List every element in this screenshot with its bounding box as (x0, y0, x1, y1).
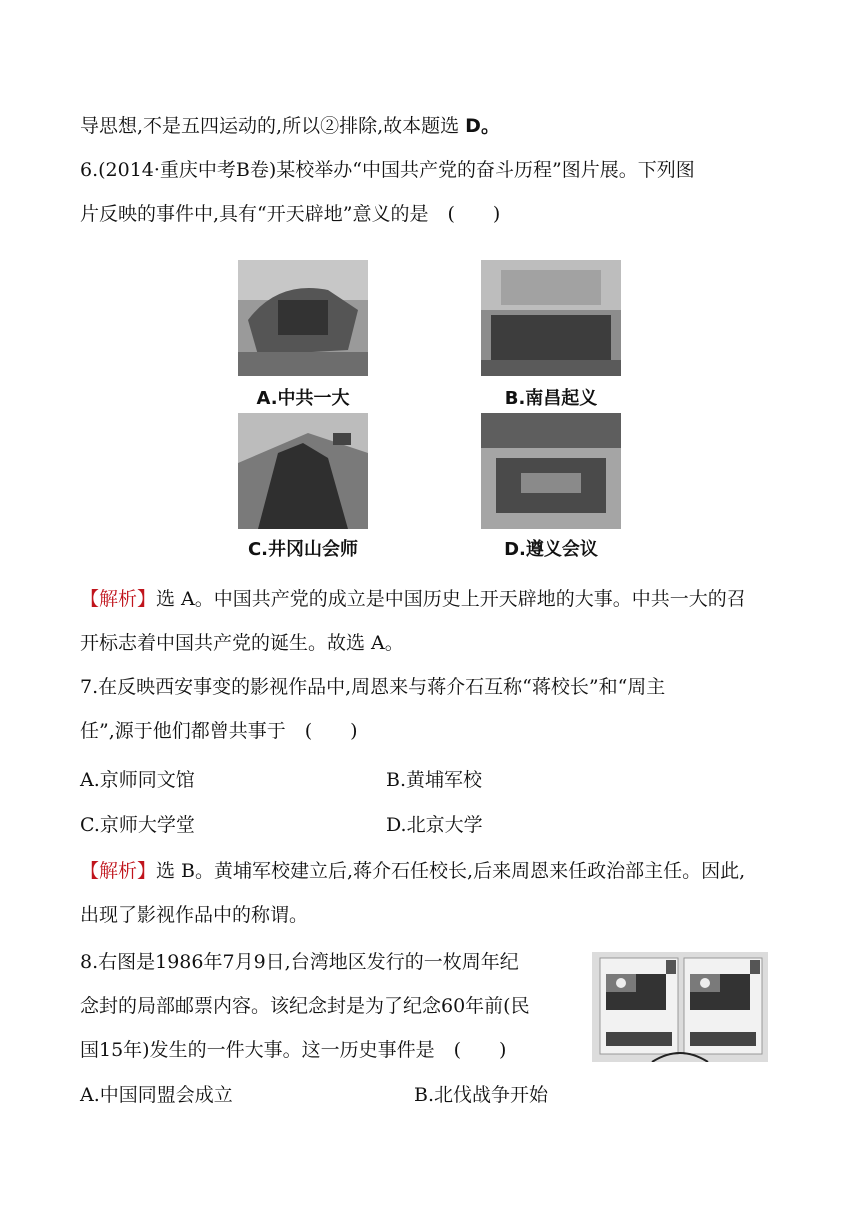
caption-d: D.遵义会议 (504, 539, 598, 560)
photo-c (238, 413, 368, 529)
caption-a: A.中共一大 (256, 388, 350, 409)
caption-c: C.井冈山会师 (247, 539, 359, 560)
text: 选 B。黄埔军校建立后,蒋介石任校长,后来周恩来任政治部主任。因此, (156, 860, 746, 882)
photo-b (481, 260, 621, 376)
q7-option-b: B.黄埔军校 (386, 769, 483, 791)
text: 导思想,不是五四运动的,所以②排除,故本题选 (80, 115, 466, 137)
analysis-tag: 【解析】 (80, 860, 157, 882)
question-8-line-1: 8.右图是1986年7月9日,台湾地区发行的一枚周年纪 (80, 951, 519, 973)
analysis-7-line-2: 出现了影视作品中的称谓。 (80, 904, 309, 926)
analysis-tag: 【解析】 (80, 588, 157, 610)
photo-d-art (481, 413, 621, 529)
line-1 (80, 112, 500, 140)
question-7-line-1: 7.在反映西安事变的影视作品中,周恩来与蒋介石互称“蒋校长”和“周主 (80, 676, 666, 698)
question-8-line-2: 念封的局部邮票内容。该纪念封是为了纪念60年前(民 (80, 995, 530, 1017)
q7-option-d: D.北京大学 (386, 814, 483, 836)
q7-option-c: C.京师大学堂 (80, 814, 195, 836)
photo-a (238, 260, 368, 376)
stamp-art (592, 952, 768, 1062)
stamp-right (684, 958, 762, 1054)
analysis-6-line-2: 开标志着中国共产党的诞生。故选 A。 (80, 632, 404, 654)
photo-c-art (238, 413, 368, 529)
question-7-line-2: 任”,源于他们都曾共事于 ( ) (80, 720, 358, 742)
photo-d (481, 413, 621, 529)
text-bold: D。 (465, 115, 500, 137)
photo-b-art (481, 260, 621, 376)
stamp-left (600, 958, 678, 1054)
q8-option-a: A.中国同盟会成立 (80, 1084, 233, 1106)
photo-a-art (238, 260, 368, 376)
stamp-image (592, 952, 768, 1062)
q7-option-a: A.京师同文馆 (80, 769, 195, 791)
q8-option-b: B.北伐战争开始 (414, 1084, 549, 1106)
text: 选 A。中国共产党的成立是中国历史上开天辟地的大事。中共一大的召 (156, 588, 746, 610)
question-6-line-2: 片反映的事件中,具有“开天辟地”意义的是 ( ) (80, 203, 501, 225)
caption-b: B.南昌起义 (504, 388, 598, 409)
analysis-6-line-1 (80, 585, 746, 613)
question-8-line-3: 国15年)发生的一件大事。这一历史事件是 ( ) (80, 1039, 507, 1061)
question-6-line-1: 6.(2014·重庆中考B卷)某校举办“中国共产党的奋斗历程”图片展。下列图 (80, 159, 695, 181)
analysis-7-line-1 (80, 857, 745, 885)
